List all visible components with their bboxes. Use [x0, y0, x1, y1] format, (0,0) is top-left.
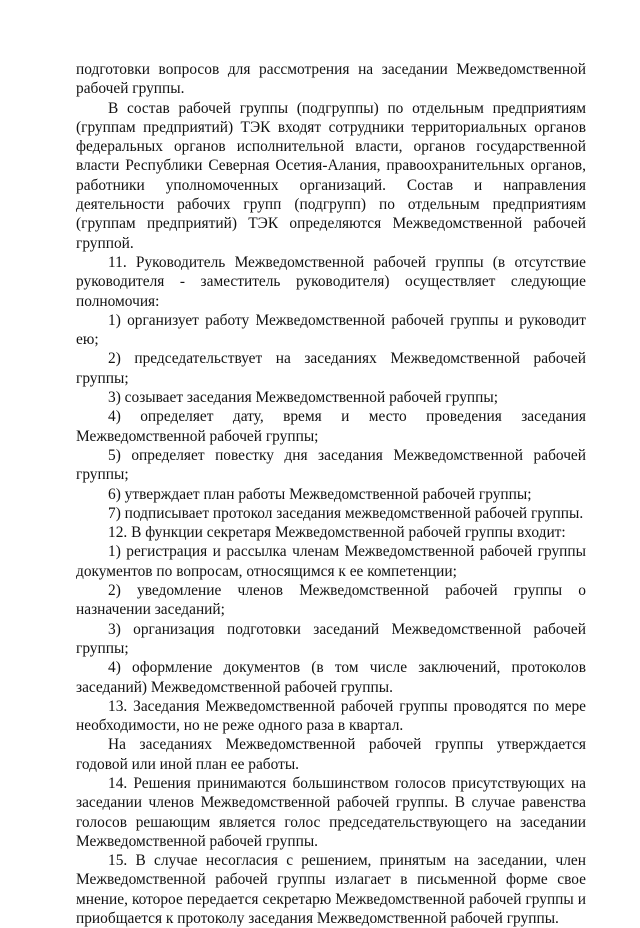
list-item-12-4: 4) оформление документов (в том числе заключений, протоколов заседаний) Межведомственной рабочей группы. [76, 659, 586, 696]
list-item-11-6: 6) утверждает план работы Межведомственной рабочей группы; [108, 485, 532, 503]
paragraph-working-group-composition: В состав рабочей группы (подгруппы) по отдельным предприятиям (группам предприятий) ТЭК входят сотрудники территориальных органов федеральных органов исполнительной власти, органов государственной власти Республики Северная Осетия-Алания, правоохранительных органов, работники уполномоченных организаций. Состав и направления деятельности рабочих групп (подгрупп) по отдельным предприятиям (группам предприятий) ТЭК определяются Межведомственной рабочей группой. [76, 99, 586, 252]
paragraph-12-secretary-functions: 12. В функции секретаря Межведомственной рабочей группы входит: [108, 524, 566, 542]
list-item-11-2: 2) председательствует на заседаниях Межведомственной рабочей группы; [76, 350, 586, 387]
list-item-11-1: 1) организует работу Межведомственной рабочей группы и руководит ею; [76, 311, 586, 349]
paragraph-14-decisions: 14. Решения принимаются большинством голосов присутствующих на заседании членов Межведомственной рабочей группы. В случае равенства голосов решающим является голос председательствующего на заседании Межведомственной рабочей группы. [76, 774, 586, 850]
list-item-11-3: 3) созывает заседания Межведомственной рабочей группы; [108, 389, 498, 407]
document-page [76, 60, 586, 928]
list-item-11-5: 5) определяет повестку дня заседания Межведомственной рабочей группы; [76, 446, 586, 484]
list-item-11-4: 4) определяет дату, время и место проведения заседания Межведомственной рабочей группы; [76, 408, 586, 445]
paragraph-continuation: подготовки вопросов для рассмотрения на заседании Межведомственной рабочей группы. [76, 61, 586, 98]
list-item-12-2: 2) уведомление членов Межведомственной рабочей группы о назначении заседаний; [76, 582, 586, 619]
paragraph-15-disagreement: 15. В случае несогласия с решением, принятым на заседании, член Межведомственной рабочей группы излагает в письменной форме свое мнение, которое передается секретарю Межведомственной рабочей группы и приобщается к протоколу заседания Межведомственной рабочей группы. [76, 852, 586, 928]
paragraph-11-head-powers: 11. Руководитель Межведомственной рабочей группы (в отсутствие руководителя - заместитель руководителя) осуществляет следующие полномочия: [76, 253, 586, 310]
list-item-12-1: 1) регистрация и рассылка членам Межведомственной рабочей группы документов по вопросам, относящимся к ее компетенции; [76, 543, 586, 580]
list-item-11-7: 7) подписывает протокол заседания межведомственной рабочей группы. [108, 504, 584, 522]
list-item-12-3: 3) организация подготовки заседаний Межведомственной рабочей группы; [76, 620, 586, 657]
paragraph-13-meetings: 13. Заседания Межведомственной рабочей группы проводятся по мере необходимости, но не реже одного раза в квартал. [76, 697, 586, 735]
paragraph-13-annual-plan: На заседаниях Межведомственной рабочей группы утверждается годовой или иной план ее работы. [76, 736, 586, 773]
